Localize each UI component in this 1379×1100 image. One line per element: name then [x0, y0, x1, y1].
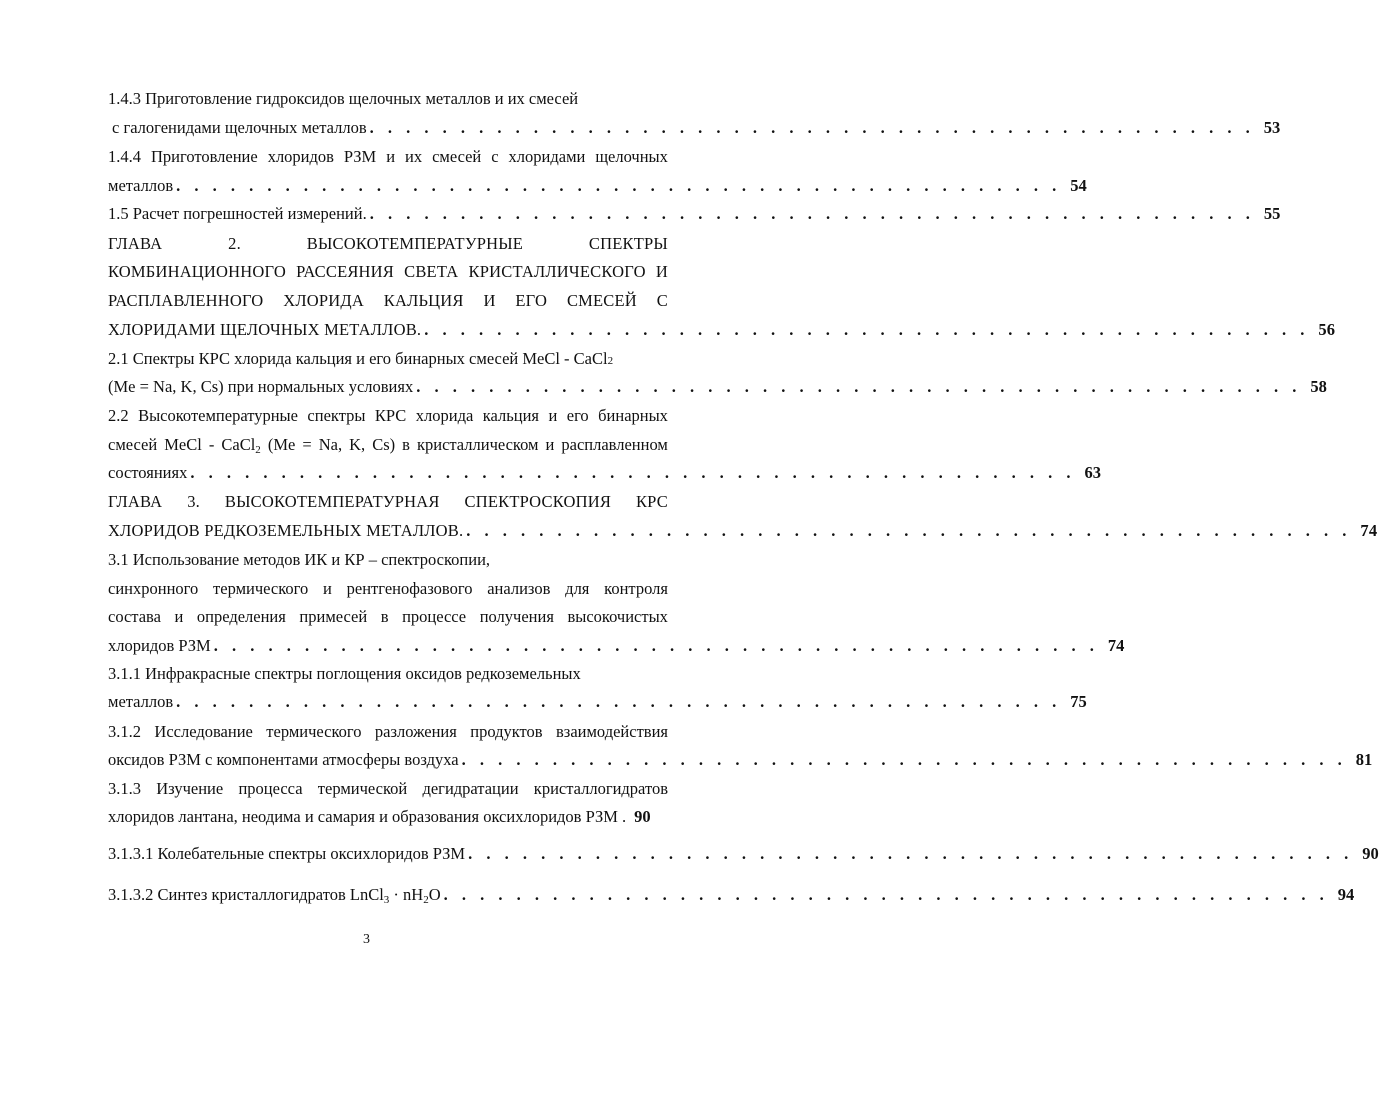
toc-word: Приготовление: [150, 147, 258, 166]
toc-word: КРИСТАЛЛИЧЕСКОГО: [468, 262, 646, 281]
toc-3-1-2-line-2: [108, 746, 1373, 774]
toc-word: 2.: [228, 234, 241, 253]
toc-word: Na,: [318, 435, 343, 454]
toc-word: КОМБИНАЦИОННОГО: [108, 262, 286, 281]
subscript: 2: [607, 355, 614, 367]
toc-3-1-2-page: 81: [1355, 750, 1373, 769]
toc-word: с: [491, 147, 499, 166]
toc-word: Изучение: [156, 779, 224, 798]
toc-word: 3.: [187, 492, 200, 511]
toc-3-1-title: 3.1 Использование методов ИК и КР – спектроскопии,: [108, 550, 491, 569]
toc-3-1-3-line-1: [108, 775, 668, 803]
dot-leader: . . . . . . . . . . . . . . . . . . . . . . . . . . . . . . . . . . . . . . . . . . . . . . . . .: [416, 377, 1302, 396]
toc-2-1-page: 58: [1310, 377, 1327, 396]
toc-3-1-3-title-cont: хлоридов лантана, неодима и самария и образования оксихлоридов РЗМ .: [108, 807, 627, 826]
toc-word: в: [402, 435, 410, 454]
toc-word: РАСПЛАВЛЕННОГО: [108, 291, 264, 310]
toc-word: РАССЕЯНИЯ: [296, 262, 394, 281]
toc-1-4-3-title-cont: с галогенидами щелочных металлов: [112, 118, 367, 137]
toc-word: Cs): [372, 435, 396, 454]
dot-leader: . . . . . . . . . . . . . . . . . . . . . . . . . . . . . . . . . . . . . . . . . . . . . . . . .: [424, 320, 1310, 339]
toc-word: получения: [479, 607, 554, 626]
toc-word: его: [566, 406, 589, 425]
toc-word: -: [208, 435, 215, 454]
toc-word: кристаллогидратов: [533, 779, 668, 798]
toc-chapter-2-line-3: [108, 287, 668, 315]
toc-word: в: [380, 607, 389, 626]
subscript: 3: [383, 894, 390, 906]
toc-chapter-3-title-end: ХЛОРИДОВ РЕДКОЗЕМЕЛЬНЫХ МЕТАЛЛОВ.: [108, 521, 464, 540]
dot-leader: . . . . . . . . . . . . . . . . . . . . . . . . . . . . . . . . . . . . . . . . . . . . . . . . .: [369, 204, 1255, 223]
toc-word: ГЛАВА: [108, 492, 163, 511]
toc-word: кальция: [482, 406, 539, 425]
toc-word: синхронного: [108, 579, 199, 598]
toc-2-2-line-2: [108, 431, 668, 459]
toc-word: процесса: [238, 779, 303, 798]
toc-word: продуктов: [470, 722, 543, 741]
toc-word: ЕГО: [515, 291, 548, 310]
toc-word: термического: [213, 579, 309, 598]
formula-text: LnCl: [349, 885, 384, 904]
toc-word: для: [565, 579, 590, 598]
toc-word: спектры: [307, 406, 366, 425]
toc-word: высокочистых: [567, 607, 668, 626]
toc-word: КАЛЬЦИЯ: [383, 291, 464, 310]
toc-word: разложения: [374, 722, 457, 741]
toc-word: Исследование: [154, 722, 253, 741]
toc-word: состава: [108, 607, 161, 626]
toc-chapter-2-title-end: ХЛОРИДАМИ ЩЕЛОЧНЫХ МЕТАЛЛОВ.: [108, 320, 422, 339]
toc-word: ГЛАВА: [108, 234, 163, 253]
toc-1-5-page: 55: [1263, 204, 1281, 223]
toc-word: СПЕКТРЫ: [588, 234, 668, 253]
toc-word: 2.2: [108, 406, 129, 425]
toc-1-4-3-line-1: [108, 85, 668, 113]
toc-chapter-2-line-1: [108, 230, 668, 258]
toc-3-1-3-1-page: 90: [1362, 844, 1379, 863]
dot-leader: . . . . . . . . . . . . . . . . . . . . . . . . . . . . . . . . . . . . . . . . . . . . . . . . .: [190, 463, 1076, 482]
toc-word: 3.1.3: [108, 779, 141, 798]
toc-2-1-line-1: [108, 345, 668, 373]
toc-1-4-4-title-cont: металлов: [108, 176, 174, 195]
toc-word: взаимодействия: [556, 722, 668, 741]
toc-2-1-title: 2.1 Спектры КРС хлорида кальция и его бинарных смесей MeCl - CaCl: [108, 349, 608, 368]
toc-3-1-3-line-2: [108, 803, 668, 831]
toc-word: MeCl: [164, 435, 202, 454]
toc-word: КРС: [635, 492, 668, 511]
toc-1-5: [108, 200, 1281, 228]
dot-leader: . . . . . . . . . . . . . . . . . . . . . . . . . . . . . . . . . . . . . . . . . . . . . . . . .: [213, 636, 1099, 655]
toc-word: И: [655, 262, 668, 281]
toc-word: рентгенофазового: [346, 579, 473, 598]
dot-leader: . . . . . . . . . . . . . . . . . . . . . . . . . . . . . . . . . . . . . . . . . . . . . . . . .: [176, 176, 1062, 195]
toc-3-1-line-4: [108, 632, 1125, 660]
toc-word: и: [386, 147, 396, 166]
toc-word: примесей: [299, 607, 368, 626]
toc-word: 3.1.2: [108, 722, 141, 741]
toc-3-1-3-2-title: 3.1.3.2 Синтез кристаллогидратов: [108, 885, 350, 904]
toc-3-1-line-1: [108, 546, 668, 574]
toc-3-1-title-end: хлоридов РЗМ: [108, 636, 211, 655]
toc-word: расплавленном: [561, 435, 668, 454]
toc-word: бинарных: [598, 406, 668, 425]
toc-1-4-3-title: 1.4.3 Приготовление гидроксидов щелочных металлов и их смесей: [108, 89, 579, 108]
formula-text: CaCl: [221, 435, 256, 454]
toc-1-4-3-line-2: [112, 114, 1281, 142]
toc-3-1-page: 74: [1107, 636, 1125, 655]
toc-word: смесей: [432, 147, 482, 166]
toc-word: =: [302, 435, 312, 454]
toc-3-1-3-1-title: 3.1.3.1 Колебательные спектры оксихлоридов РЗМ: [108, 844, 466, 863]
toc-word: 1.4.4: [108, 147, 141, 166]
toc-2-2-line-3: [108, 459, 1101, 487]
toc-2-1-title-cont: (Me = Na, K, Cs) при нормальных условиях: [108, 377, 414, 396]
dot-leader: . . . . . . . . . . . . . . . . . . . . . . . . . . . . . . . . . . . . . . . . . . . . . . . . .: [466, 521, 1352, 540]
toc-word: хлорида: [415, 406, 474, 425]
toc-word: дегидратации: [422, 779, 519, 798]
toc-3-1-1-title-cont: металлов: [108, 692, 174, 711]
toc-chapter-3-page: 74: [1360, 521, 1378, 540]
toc-chapter-2-line-2: [108, 258, 668, 286]
toc-1-4-4-line-1: [108, 143, 668, 171]
toc-word: и: [174, 607, 184, 626]
toc-word: С: [656, 291, 668, 310]
toc-1-4-3-page: 53: [1263, 118, 1281, 137]
toc-3-1-1-line-1: [108, 660, 668, 688]
toc-word: и: [548, 406, 558, 425]
toc-3-1-1-page: 75: [1070, 692, 1087, 711]
toc-3-1-1-line-2: [108, 688, 1087, 716]
toc-word: хлоридами: [508, 147, 586, 166]
toc-word: K,: [349, 435, 366, 454]
toc-2-2-line-1: [108, 402, 668, 430]
toc-word: термического: [266, 722, 362, 741]
toc-2-1-line-2: [108, 373, 1327, 401]
toc-word: СПЕКТРОСКОПИЯ: [464, 492, 612, 511]
toc-word: КРС: [374, 406, 407, 425]
toc-word: термической: [317, 779, 408, 798]
page-number: 3: [363, 932, 370, 947]
toc-word: и: [323, 579, 332, 598]
formula-text: · nH: [389, 885, 424, 904]
toc-word: анализов: [487, 579, 551, 598]
toc-word: кристаллическом: [416, 435, 539, 454]
dot-leader: . . . . . . . . . . . . . . . . . . . . . . . . . . . . . . . . . . . . . . . . . . . . . . . . .: [369, 118, 1255, 137]
formula-text: O: [428, 885, 441, 904]
toc-3-1-1-title: 3.1.1 Инфракрасные спектры поглощения оксидов редкоземельных: [108, 664, 581, 683]
toc-word: ВЫСОКОТЕМПЕРАТУРНАЯ: [224, 492, 440, 511]
toc-3-1-3-page: 90: [634, 807, 651, 826]
toc-chapter-2-page: 56: [1318, 320, 1336, 339]
subscript: 2: [255, 444, 261, 456]
toc-3-1-line-2: [108, 575, 668, 603]
toc-3-1-3-2: [108, 881, 1355, 909]
toc-word: ВЫСОКОТЕМПЕРАТУРНЫЕ: [306, 234, 524, 253]
toc-2-2-page: 63: [1084, 463, 1101, 482]
toc-3-1-3-2-page: 94: [1337, 885, 1355, 904]
toc-2-2-title-end: состояниях: [108, 463, 188, 482]
toc-3-1-line-3: [108, 603, 668, 631]
toc-1-5-title: 1.5 Расчет погрешностей измерений.: [108, 204, 367, 223]
toc-word: процессе: [402, 607, 467, 626]
toc-word: их: [405, 147, 423, 166]
toc-word: смесей: [108, 435, 158, 454]
toc-word: щелочных: [595, 147, 668, 166]
toc-word: И: [483, 291, 496, 310]
toc-word: контроля: [604, 579, 668, 598]
toc-3-1-3-1: [108, 840, 1379, 868]
toc-word: СВЕТА: [404, 262, 459, 281]
toc-word: Высокотемпературные: [138, 406, 298, 425]
toc-word: РЗМ: [343, 147, 377, 166]
toc-3-1-2-line-1: [108, 718, 668, 746]
subscript: 2: [423, 894, 429, 906]
toc-word: СМЕСЕЙ: [566, 291, 637, 310]
toc-1-4-4-page: 54: [1070, 176, 1087, 195]
dot-leader: . . . . . . . . . . . . . . . . . . . . . . . . . . . . . . . . . . . . . . . . . . . . . . . . .: [443, 885, 1329, 904]
toc-word: хлоридов: [267, 147, 334, 166]
toc-word: определения: [196, 607, 286, 626]
dot-leader: . . . . . . . . . . . . . . . . . . . . . . . . . . . . . . . . . . . . . . . . . . . . . . . . .: [176, 692, 1062, 711]
toc-chapter-2-line-4: [108, 316, 1336, 344]
formula-lncl3-nh2o: [350, 881, 441, 914]
toc-chapter-3-line-1: [108, 488, 668, 516]
dot-leader: . . . . . . . . . . . . . . . . . . . . . . . . . . . . . . . . . . . . . . . . . . . . . . . . .: [468, 844, 1354, 863]
toc-chapter-3-line-2: [108, 517, 1378, 545]
dot-leader: . . . . . . . . . . . . . . . . . . . . . . . . . . . . . . . . . . . . . . . . . . . . . . . . .: [461, 750, 1347, 769]
toc-1-4-4-line-2: [108, 172, 1087, 200]
toc-word: (Me: [267, 435, 296, 454]
toc-3-1-2-title-cont: оксидов РЗМ с компонентами атмосферы воздуха: [108, 750, 459, 769]
toc-word: и: [545, 435, 555, 454]
toc-word: ХЛОРИДА: [283, 291, 364, 310]
